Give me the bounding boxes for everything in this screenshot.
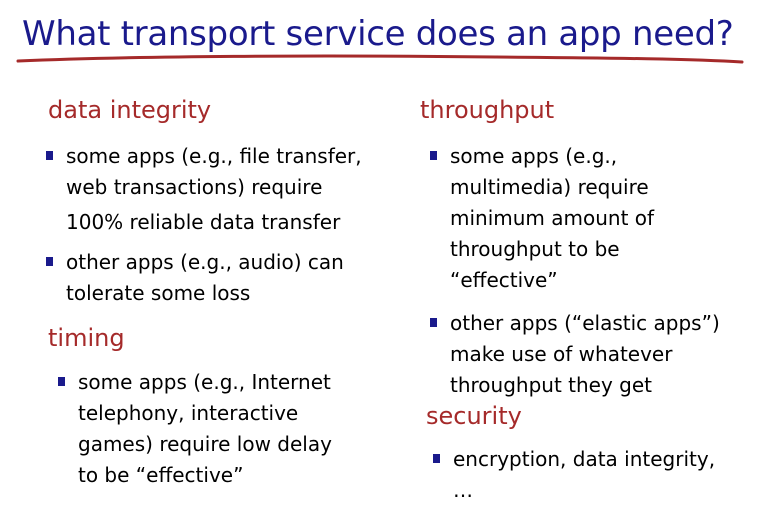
bullet-square-icon <box>46 257 53 266</box>
bullet-line: make use of whatever <box>450 342 673 366</box>
heading-security: security <box>426 402 522 430</box>
bullet-line: 100% reliable data transfer <box>66 210 341 234</box>
bullet-line: minimum amount of <box>450 206 655 230</box>
bullet-line: … <box>453 478 473 502</box>
bullet-throughput-2 <box>430 308 720 401</box>
bullet-line: throughput they get <box>450 373 653 397</box>
bullet-line: web transactions) require <box>66 175 323 199</box>
bullet-square-icon <box>433 454 440 463</box>
bullet-square-icon <box>430 318 437 327</box>
bullet-square-icon <box>430 151 437 160</box>
bullet-line: throughput to be <box>450 237 620 261</box>
bullet-security-1 <box>433 444 715 506</box>
bullet-line: some apps (e.g., <box>450 144 618 168</box>
bullet-line: some apps (e.g., file transfer, <box>66 144 362 168</box>
bullet-square-icon <box>46 151 53 160</box>
bullet-line: to be “effective” <box>78 463 244 487</box>
bullet-data-integrity-1 <box>46 141 362 238</box>
bullet-line: some apps (e.g., Internet <box>78 370 331 394</box>
bullet-line: telephony, interactive <box>78 401 299 425</box>
bullet-timing-1 <box>58 367 332 491</box>
bullet-line: games) require low delay <box>78 432 332 456</box>
bullet-line: “effective” <box>450 268 558 292</box>
heading-throughput: throughput <box>420 96 555 124</box>
bullet-throughput-1 <box>430 141 654 296</box>
heading-data-integrity: data integrity <box>48 96 212 124</box>
heading-timing: timing <box>48 324 125 352</box>
bullet-square-icon <box>58 377 65 386</box>
bullet-line: encryption, data integrity, <box>453 447 716 471</box>
bullet-line: multimedia) require <box>450 175 649 199</box>
slide-title: What transport service does an app need? <box>22 14 734 54</box>
bullet-data-integrity-2 <box>46 247 344 309</box>
bullet-line: other apps (“elastic apps”) <box>450 311 720 335</box>
bullet-line: other apps (e.g., audio) can <box>66 250 344 274</box>
title-underline <box>16 52 746 68</box>
bullet-line: tolerate some loss <box>66 281 251 305</box>
